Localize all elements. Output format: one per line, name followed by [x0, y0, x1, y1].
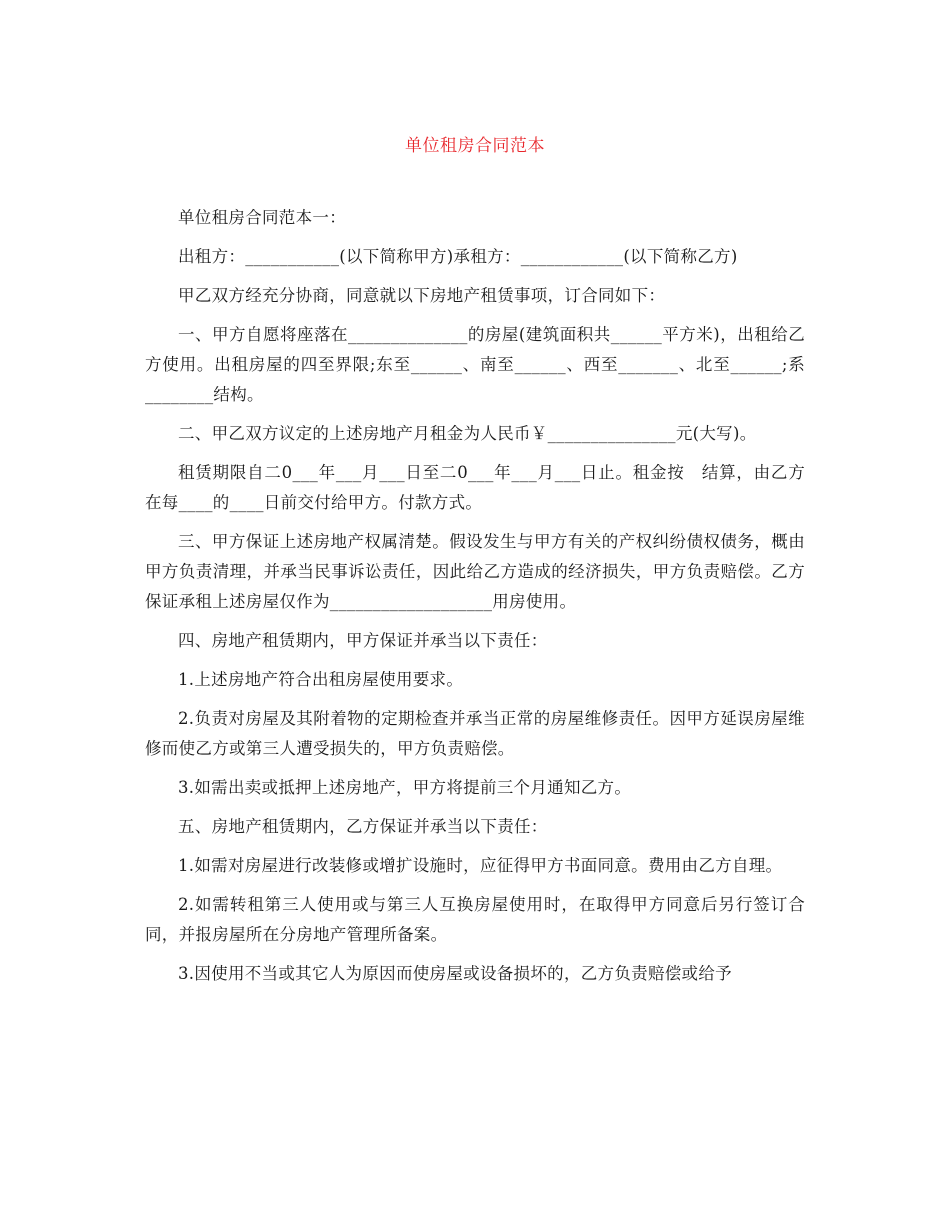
paragraph-clause-5-item-3: 3.因使用不当或其它人为原因而使房屋或设备损坏的，乙方负责赔偿或给予	[178, 964, 732, 983]
paragraph-lease-term: 租赁期限自二0___年___月___日至二0___年___月___日止。租金按 结算，由乙方在每____的____日前交付给甲方。付款方式。	[145, 463, 805, 512]
paragraph-intro-heading: 单位租房合同范本一：	[178, 208, 346, 227]
paragraph-agreement: 甲乙双方经充分协商，同意就以下房地产租赁事项，订合同如下：	[178, 286, 666, 305]
paragraph-clause-1: 一、甲方自愿将座落在______________的房屋(建筑面积共______平方米)，出租给乙方使用。出租房屋的四至界限;东至______、南至______、西至_______、北至______;系________结构。	[145, 325, 805, 404]
paragraph-clause-2: 二、甲乙双方议定的上述房地产月租金为人民币￥_______________元(大写)。	[178, 424, 757, 443]
paragraph-clause-5: 五、房地产租赁期内，乙方保证并承当以下责任：	[178, 817, 548, 836]
paragraph-clause-3: 三、甲方保证上述房地产权属清楚。假设发生与甲方有关的产权纠纷债权债务，概由甲方负责清理，并承当民事诉讼责任，因此给乙方造成的经济损失，甲方负责赔偿。乙方保证承租上述房屋仅作为___________________用房使用。	[145, 532, 805, 611]
paragraph-clause-4: 四、房地产租赁期内，甲方保证并承当以下责任：	[178, 631, 548, 650]
paragraph-parties: 出租方：___________(以下简称甲方)承租方：____________(以下简称乙方)	[178, 247, 738, 266]
document-title: 单位租房合同范本	[405, 136, 545, 156]
paragraph-clause-4-item-3: 3.如需出卖或抵押上述房地产，甲方将提前三个月通知乙方。	[178, 778, 632, 797]
paragraph-clause-5-item-2: 2.如需转租第三人使用或与第三人互换房屋使用时，在取得甲方同意后另行签订合同，并报房屋所在分房地产管理所备案。	[145, 895, 805, 944]
document-body	[145, 203, 805, 989]
paragraph-clause-4-item-1: 1.上述房地产符合出租房屋使用要求。	[178, 670, 464, 689]
paragraph-clause-5-item-1: 1.如需对房屋进行改装修或增扩设施时，应征得甲方书面同意。费用由乙方自理。	[178, 856, 783, 875]
paragraph-clause-4-item-2: 2.负责对房屋及其附着物的定期检查并承当正常的房屋维修责任。因甲方延误房屋维修而使乙方或第三人遭受损失的，甲方负责赔偿。	[145, 709, 805, 758]
